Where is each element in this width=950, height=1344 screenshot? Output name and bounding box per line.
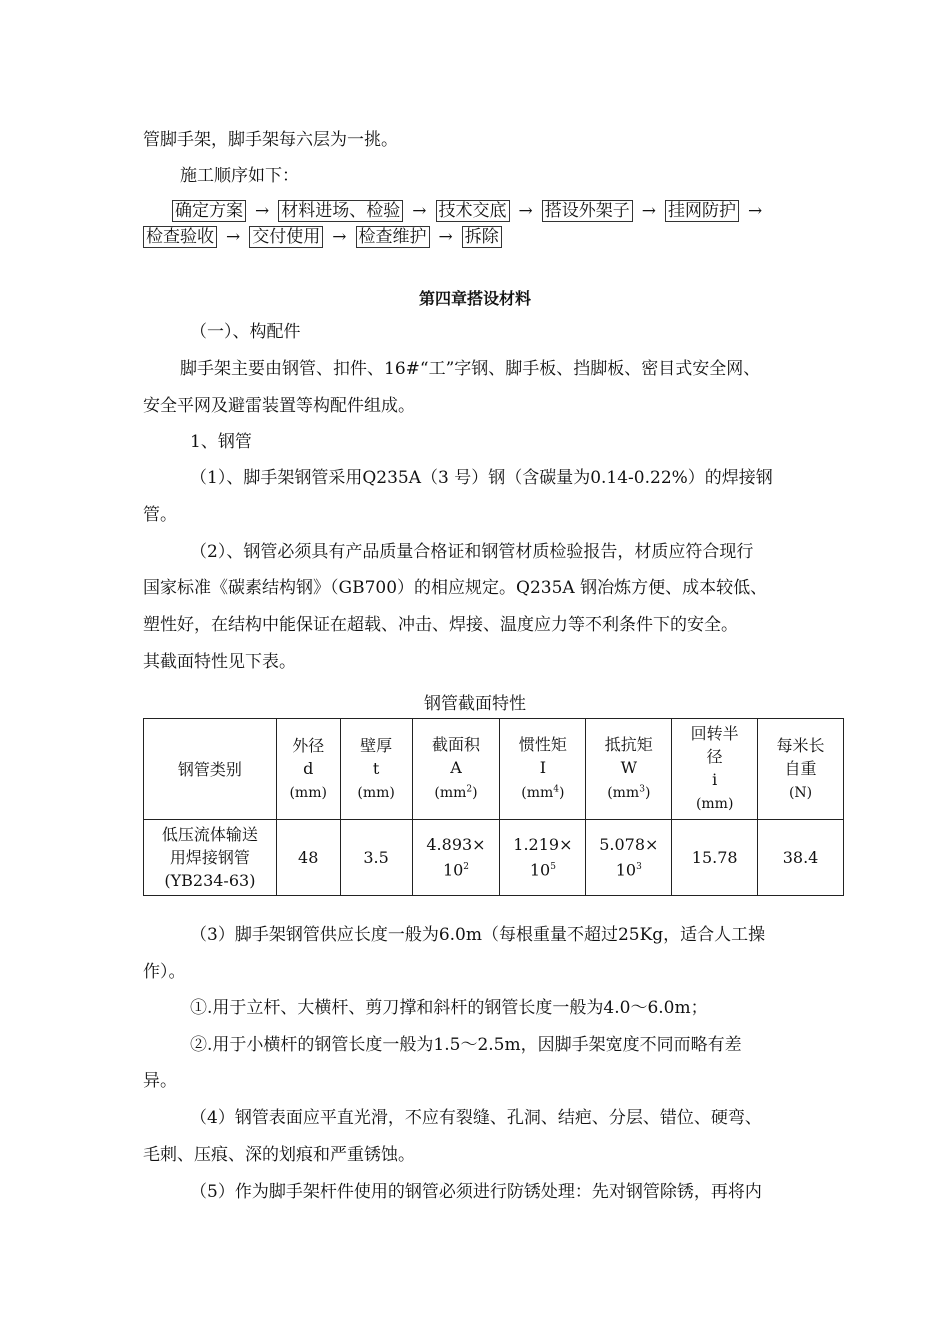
paragraph-line: ①.用于立杆、大横杆、剪刀撑和斜杆的钢管长度一般为4.0～6.0m； <box>190 998 708 1018</box>
table-cell: 38.4 <box>758 820 844 896</box>
header-cell: 钢管类别 <box>144 719 277 820</box>
header-cell: 每米长 自重 (N) <box>758 719 844 820</box>
paragraph-line: 脚手架主要由钢管、扣件、16#“工”字钢、脚手板、挡脚板、密目式安全网、 <box>180 359 761 379</box>
subsection-heading: 1、钢管 <box>190 432 252 452</box>
table-caption: 钢管截面特性 <box>424 694 526 714</box>
flow-arrow: → <box>641 201 656 221</box>
section-heading: （一）、构配件 <box>190 322 301 342</box>
flow-step: 搭设外架子 <box>542 200 633 222</box>
flow-arrow: → <box>412 201 427 221</box>
paragraph-line: 安全平网及避雷装置等构配件组成。 <box>143 396 415 416</box>
header-cell: 外径 d (mm) <box>276 719 340 820</box>
header-cell: 截面积 A $(mm^2)$ <box>412 719 500 820</box>
paragraph-line: （4）钢管表面应平直光滑，不应有裂缝、孔洞、结疤、分层、错位、硬弯、 <box>190 1108 762 1128</box>
flow-arrow: → <box>226 227 241 247</box>
flow-arrow: → <box>438 227 453 247</box>
paragraph-line: 异。 <box>143 1071 177 1091</box>
header-cell: 壁厚 t (mm) <box>340 719 412 820</box>
chapter-title: 第四章搭设材料 <box>418 289 531 308</box>
paragraph-line: 毛刺、压痕、深的划痕和严重锈蚀。 <box>143 1145 415 1165</box>
header-cell: 抵抗矩 W $(mm^3)$ <box>586 719 672 820</box>
table-cell: 15.78 <box>672 820 758 896</box>
table-row <box>144 820 844 896</box>
paragraph-line: 国家标准《碳素结构钢》（GB700）的相应规定。Q235A 钢冶炼方便、成本较低、 <box>143 578 768 598</box>
flow-arrow: → <box>255 201 270 221</box>
table-cell: 48 <box>276 820 340 896</box>
paragraph-line: （2）、钢管必须具有产品质量合格证和钢管材质检验报告，材质应符合现行 <box>190 542 754 562</box>
flow-arrow: → <box>518 201 533 221</box>
table-cell: 低压流体输送 用焊接钢管 (YB234-63) <box>144 820 277 896</box>
table-cell: 3.5 <box>340 820 412 896</box>
table-cell: 5.078× $10^3$ <box>586 820 672 896</box>
flow-step: 材料进场、检验 <box>278 200 403 222</box>
paragraph-line: 管。 <box>143 505 177 525</box>
header-cell: 惯性矩 I $(mm^4)$ <box>500 719 586 820</box>
paragraph-line: 作）。 <box>143 962 186 982</box>
process-flow-row-1 <box>172 200 771 222</box>
process-flow-row-2 <box>143 226 502 248</box>
paragraph-line: 施工顺序如下： <box>180 166 299 186</box>
paragraph-line: （1）、脚手架钢管采用Q235A（3 号）钢（含碳量为0.14-0.22%）的焊接钢 <box>190 468 773 488</box>
flow-step: 技术交底 <box>436 200 510 222</box>
header-cell: 回转半 径 i (mm) <box>672 719 758 820</box>
flow-arrow: → <box>332 227 347 247</box>
paragraph-line: （5）作为脚手架杆件使用的钢管必须进行防锈处理：先对钢管除锈，再将内 <box>190 1182 762 1202</box>
flow-step: 检查维护 <box>356 226 430 248</box>
paragraph-line: ②.用于小横杆的钢管长度一般为1.5～2.5m，因脚手架宽度不同而略有差 <box>190 1035 742 1055</box>
flow-step: 交付使用 <box>249 226 323 248</box>
flow-step: 检查验收 <box>143 226 217 248</box>
table-header-row <box>144 719 844 820</box>
paragraph-line: （3）脚手架钢管供应长度一般为6.0m（每根重量不超过25Kg，适合人工操 <box>190 925 766 945</box>
table-cell: 1.219× $10^5$ <box>500 820 586 896</box>
flow-step: 确定方案 <box>172 200 246 222</box>
flow-step: 拆除 <box>462 226 502 248</box>
paragraph-line: 其截面特性见下表。 <box>143 652 296 672</box>
flow-step: 挂网防护 <box>665 200 739 222</box>
paragraph-line: 管脚手架，脚手架每六层为一挑。 <box>143 130 398 150</box>
steel-pipe-spec-table <box>143 718 844 896</box>
flow-arrow: → <box>748 201 763 221</box>
table-cell: 4.893× $10^2$ <box>412 820 500 896</box>
paragraph-line: 塑性好，在结构中能保证在超载、冲击、焊接、温度应力等不利条件下的安全。 <box>143 615 738 635</box>
